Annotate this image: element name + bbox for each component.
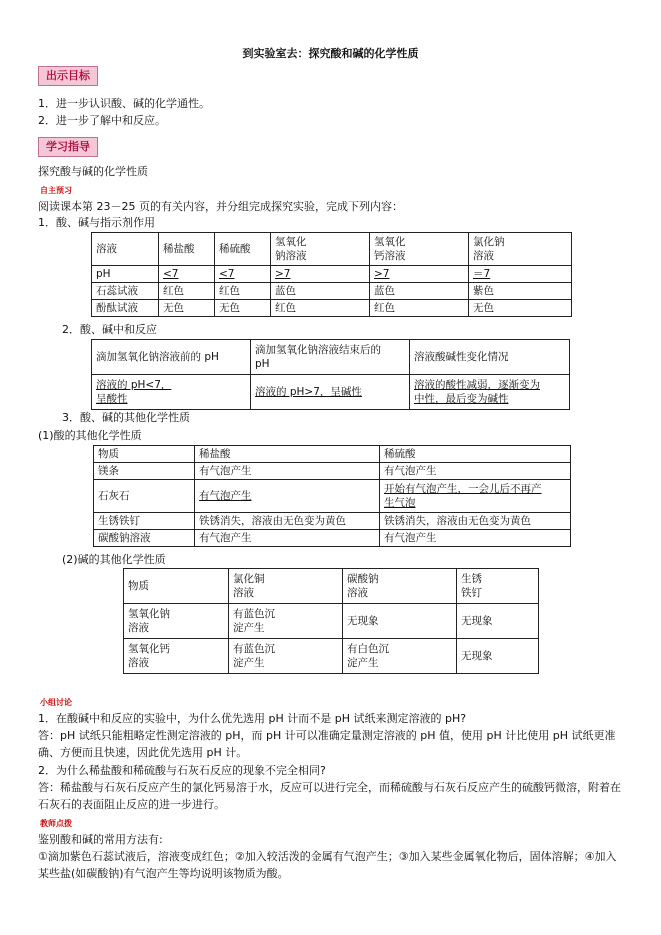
- question-2: 2．为什么稀盐酸和稀硫酸与石灰石反应的现象不完全相同?: [38, 764, 326, 777]
- table-row: 溶液 稀盐酸 稀硫酸 氢氧化 钠溶液 氢氧化 钙溶液 氯化钠 溶液: [92, 233, 572, 266]
- table-row: 溶液的 pH<7， 呈酸性 溶液的 pH>7，呈碱性 溶液的酸性减弱，逐渐变为 中性，最后变为碱性: [92, 375, 570, 410]
- goals-banner: 出示目标: [38, 66, 98, 86]
- table-row: 氢氧化钠 溶液 有蓝色沉 淀产生 无现象 无现象: [124, 604, 539, 639]
- section-3-heading: 3．酸、碱的其他化学性质: [62, 411, 190, 424]
- answer-2: 答：稀盐酸与石灰石反应产生的氯化钙易溶于水，反应可以进行完全，而稀硫酸与石灰石反应产生的硫酸钙微溶，附着在石灰石的表面阻止反应的进一步进行。: [38, 781, 621, 811]
- table-row: 石灰石 有气泡产生 开始有气泡产生，一会儿后不再产 生气泡: [94, 480, 571, 513]
- indicator-table: [91, 232, 572, 317]
- table-row: 酚酞试液 无色 无色 红色 红色 无色: [92, 300, 572, 317]
- guide-banner: 学习指导: [38, 137, 98, 157]
- teacher-tag: 教师点拨: [40, 819, 72, 828]
- section-3b-heading: (2)碱的其他化学性质: [62, 553, 166, 566]
- table-row: 滴加氢氧化钠溶液前的 pH 滴加氢氧化钠溶液结束后的 pH 溶液酸碱性变化情况: [92, 340, 570, 375]
- preview-tag: 自主预习: [40, 186, 72, 195]
- discuss-tag: 小组讨论: [40, 698, 72, 707]
- summary-title: 鉴别酸和碱的常用方法有:: [38, 833, 163, 846]
- question-1: 1．在酸碱中和反应的实验中，为什么优先选用 pH 计而不是 pH 试纸来测定溶液的 pH?: [38, 712, 467, 725]
- section-3a-heading: (1)酸的其他化学性质: [38, 429, 142, 442]
- table-row: 生锈铁钉 铁锈消失，溶液由无色变为黄色 铁锈消失，溶液由无色变为黄色: [94, 513, 571, 530]
- section-2-heading: 2．酸、碱中和反应: [62, 323, 157, 336]
- acid-properties-table: [93, 445, 571, 547]
- subtitle: 探究酸与碱的化学性质: [38, 165, 148, 178]
- neutralization-table: [91, 339, 570, 410]
- summary-text: ①滴加紫色石蕊试液后，溶液变成红色；②加入较活泼的金属有气泡产生；③加入某些金属氧化物后，固体溶解；④加入某些盐(如碳酸钠)有气泡产生等均说明该物质为酸。: [38, 850, 617, 880]
- section-1-heading: 1．酸、碱与指示剂作用: [38, 216, 155, 229]
- table-row: 石蕊试液 红色 红色 蓝色 蓝色 紫色: [92, 283, 572, 300]
- answer-1: 答：pH 试纸只能粗略定性测定溶液的 pH，而 pH 计可以准确定量测定溶液的 pH 值，使用 pH 计比使用 pH 试纸更准确、方便而且快速，因此优先选用 pH 计。: [38, 729, 616, 759]
- table-row: 镁条 有气泡产生 有气泡产生: [94, 463, 571, 480]
- table-row: 碳酸钠溶液 有气泡产生 有气泡产生: [94, 530, 571, 547]
- goal-2: 2．进一步了解中和反应。: [38, 114, 166, 127]
- table-row: 物质 稀盐酸 稀硫酸: [94, 446, 571, 463]
- intro-text: 阅读课本第 23－25 页的有关内容，并分组完成探究实验，完成下列内容：: [38, 200, 403, 213]
- page-title: 到实验室去：探究酸和碱的化学性质: [242, 47, 419, 60]
- table-row: pH <7 <7 >7 >7 ＝7: [92, 266, 572, 283]
- table-row: 氢氧化钙 溶液 有蓝色沉 淀产生 有白色沉 淀产生 无现象: [124, 639, 539, 674]
- base-properties-table: [123, 568, 539, 674]
- goal-1: 1．进一步认识酸、碱的化学通性。: [38, 97, 210, 110]
- table-row: 物质 氯化铜 溶液 碳酸钠 溶液 生锈 铁钉: [124, 569, 539, 604]
